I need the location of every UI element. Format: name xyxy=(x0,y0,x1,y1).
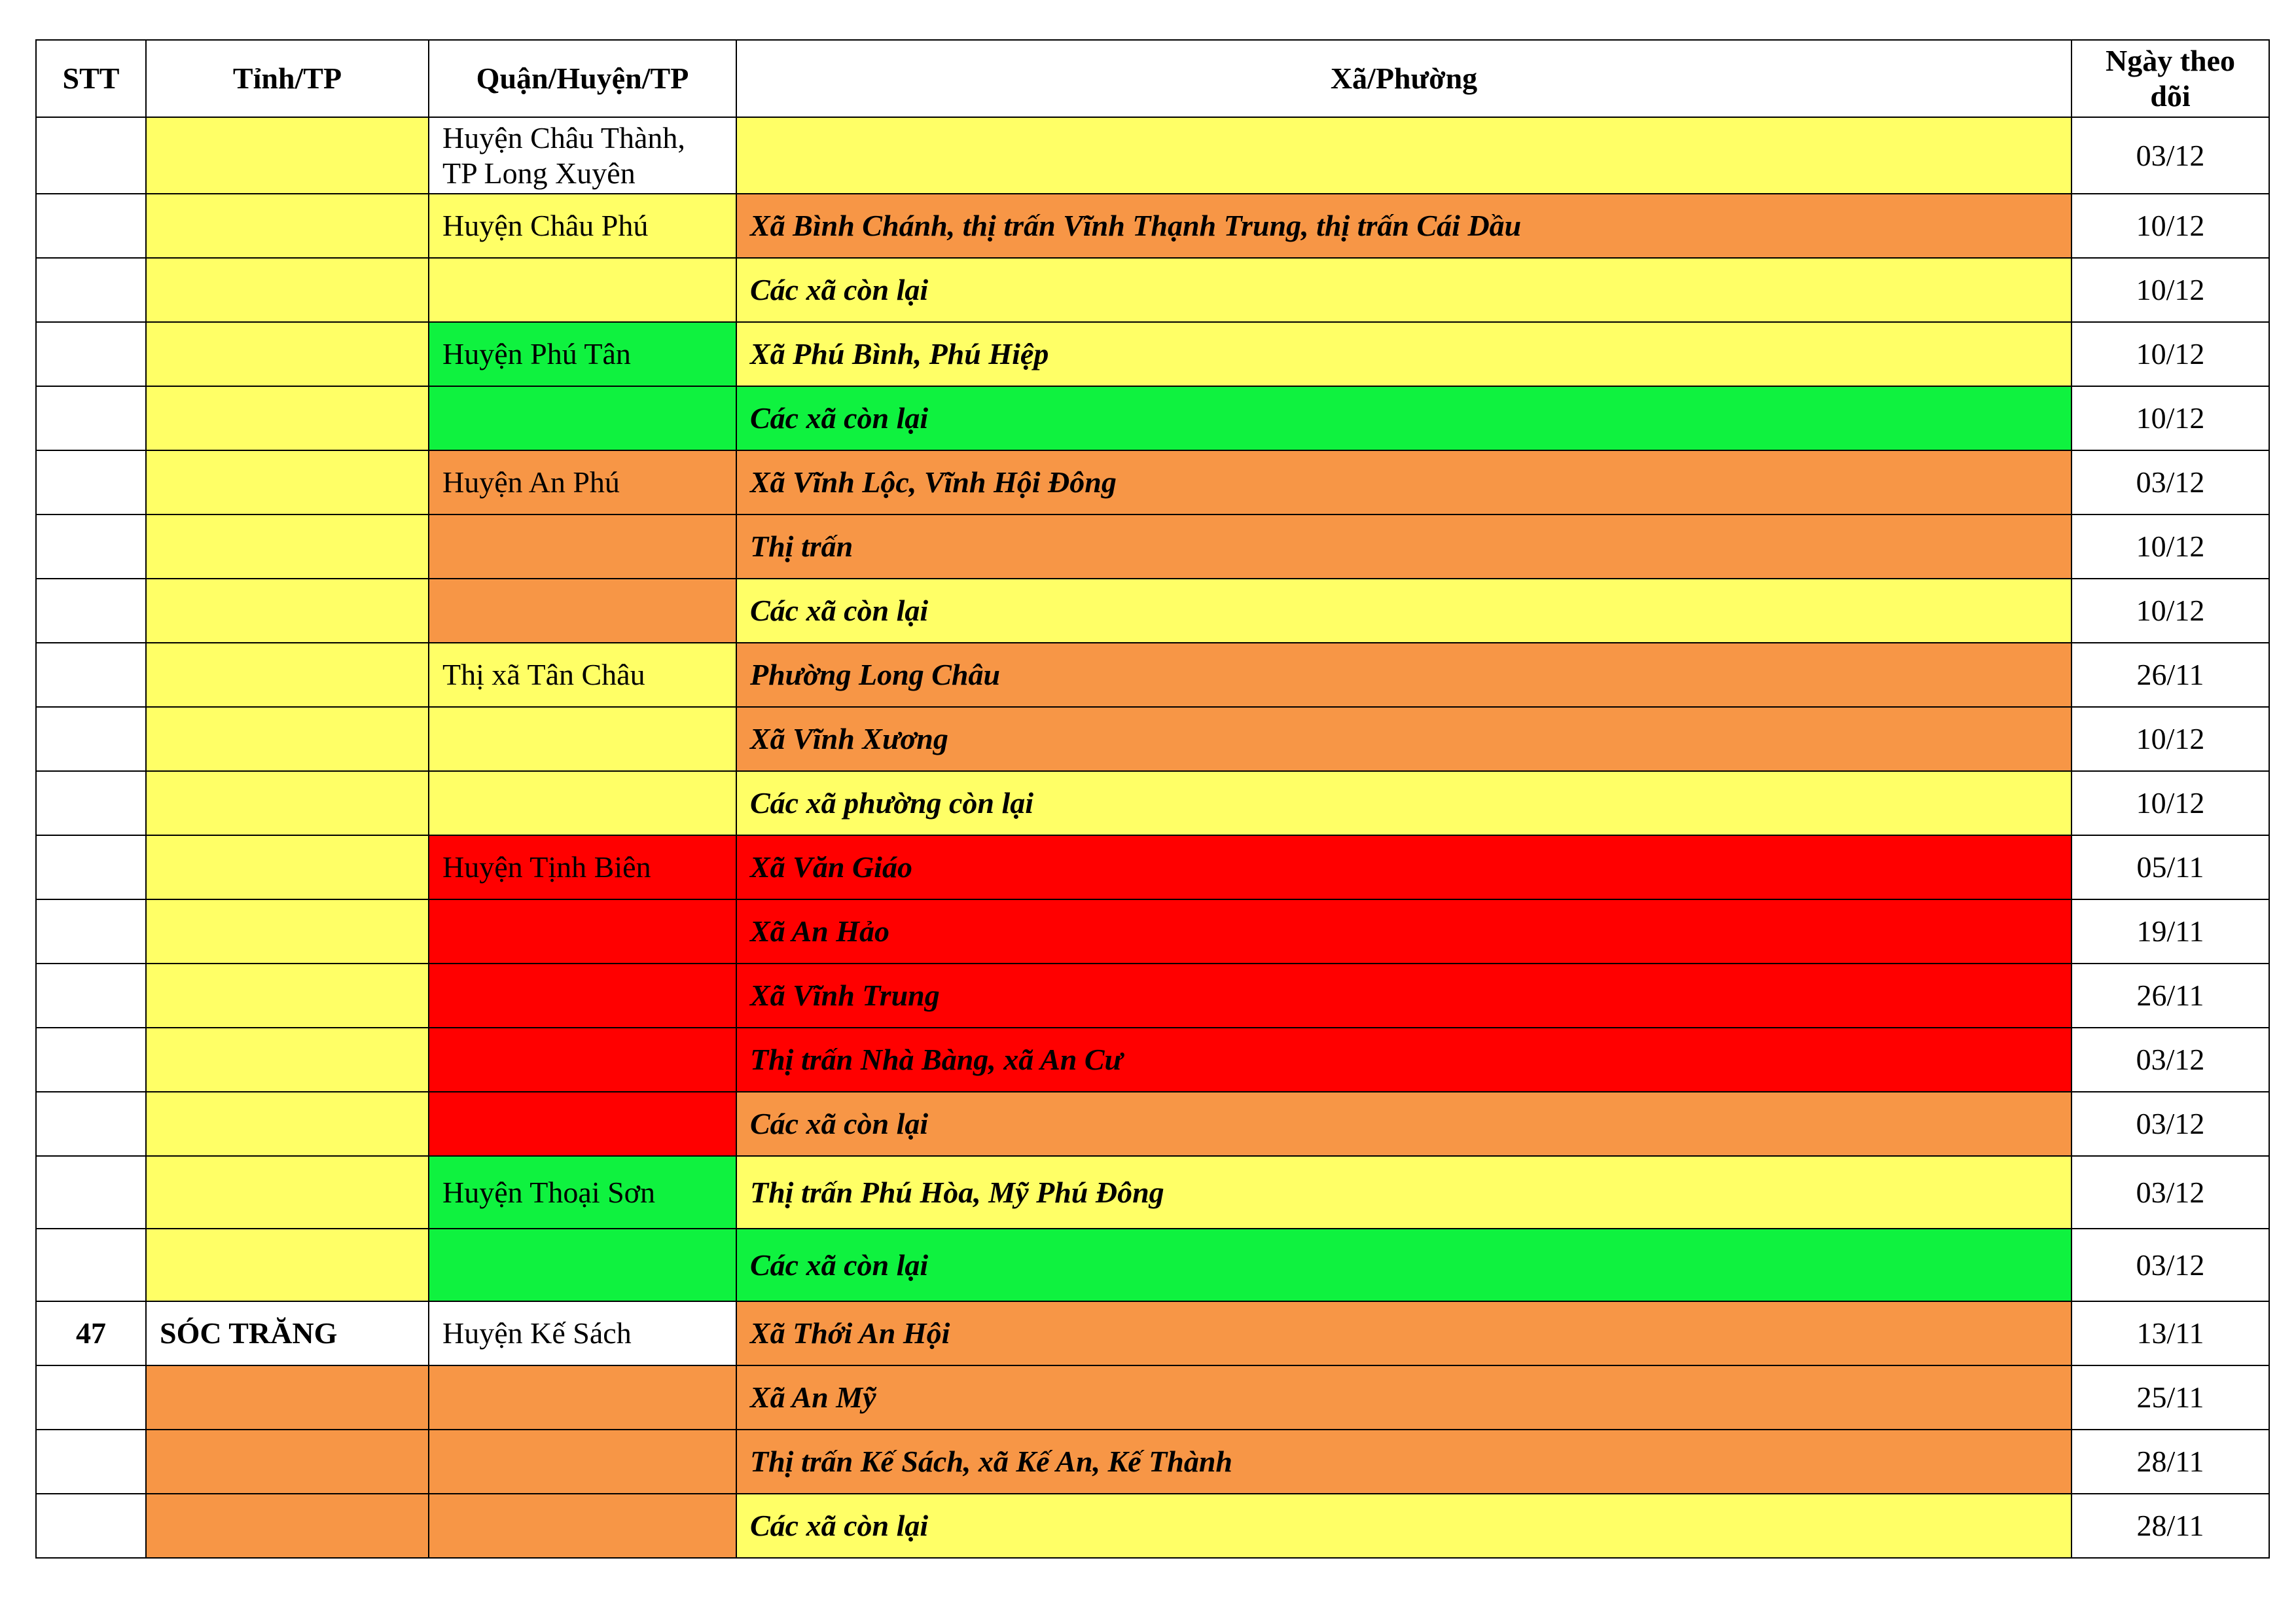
cell-stt xyxy=(36,1365,146,1430)
cell-province xyxy=(146,1229,429,1301)
cell-province xyxy=(146,1365,429,1430)
cell-stt: 47 xyxy=(36,1301,146,1365)
cell-province xyxy=(146,1028,429,1092)
cell-date: 28/11 xyxy=(2072,1430,2269,1494)
cell-stt xyxy=(36,964,146,1028)
cell-province xyxy=(146,643,429,707)
cell-stt xyxy=(36,1229,146,1301)
cell-ward: Các xã còn lại xyxy=(736,579,2072,643)
cell-district: Thị xã Tân Châu xyxy=(429,643,736,707)
header-row xyxy=(36,40,2269,117)
cell-date: 25/11 xyxy=(2072,1365,2269,1430)
cell-province xyxy=(146,386,429,450)
cell-date: 03/12 xyxy=(2072,1028,2269,1092)
cell-ward: Xã Văn Giáo xyxy=(736,835,2072,899)
table-body xyxy=(36,117,2269,1558)
cell-date: 10/12 xyxy=(2072,514,2269,579)
cell-district xyxy=(429,964,736,1028)
cell-ward: Các xã còn lại xyxy=(736,1229,2072,1301)
cell-stt xyxy=(36,835,146,899)
cell-district: Huyện An Phú xyxy=(429,450,736,514)
header-ward: Xã/Phường xyxy=(736,40,2072,117)
cell-date: 03/12 xyxy=(2072,1229,2269,1301)
cell-ward: Phường Long Châu xyxy=(736,643,2072,707)
cell-province xyxy=(146,194,429,258)
cell-district: Huyện Châu Thành, TP Long Xuyên xyxy=(429,117,736,194)
header-district: Quận/Huyện/TP xyxy=(429,40,736,117)
cell-province xyxy=(146,258,429,322)
cell-date: 26/11 xyxy=(2072,964,2269,1028)
cell-stt xyxy=(36,707,146,771)
table-row xyxy=(36,899,2269,964)
cell-district xyxy=(429,1365,736,1430)
table-row xyxy=(36,707,2269,771)
cell-ward: Xã Vĩnh Lộc, Vĩnh Hội Đông xyxy=(736,450,2072,514)
cell-stt xyxy=(36,258,146,322)
cell-ward: Xã Thới An Hội xyxy=(736,1301,2072,1365)
cell-district: Huyện Châu Phú xyxy=(429,194,736,258)
cell-province xyxy=(146,1156,429,1229)
cell-ward: Các xã còn lại xyxy=(736,386,2072,450)
cell-date: 05/11 xyxy=(2072,835,2269,899)
cell-district: Huyện Tịnh Biên xyxy=(429,835,736,899)
table-row xyxy=(36,1301,2269,1365)
cell-ward: Xã An Mỹ xyxy=(736,1365,2072,1430)
cell-province xyxy=(146,964,429,1028)
cell-ward: Các xã còn lại xyxy=(736,1092,2072,1156)
cell-date: 19/11 xyxy=(2072,899,2269,964)
cell-ward: Xã Vĩnh Trung xyxy=(736,964,2072,1028)
cell-ward: Các xã còn lại xyxy=(736,258,2072,322)
table-row xyxy=(36,771,2269,835)
cell-province xyxy=(146,450,429,514)
cell-ward: Thị trấn xyxy=(736,514,2072,579)
table-row xyxy=(36,1229,2269,1301)
header-province: Tỉnh/TP xyxy=(146,40,429,117)
cell-date: 03/12 xyxy=(2072,450,2269,514)
cell-ward xyxy=(736,117,2072,194)
cell-stt xyxy=(36,1494,146,1558)
cell-ward: Xã Phú Bình, Phú Hiệp xyxy=(736,322,2072,386)
table-row xyxy=(36,514,2269,579)
cell-district xyxy=(429,514,736,579)
cell-ward: Xã Bình Chánh, thị trấn Vĩnh Thạnh Trung, thị trấn Cái Dầu xyxy=(736,194,2072,258)
table-row xyxy=(36,386,2269,450)
cell-province xyxy=(146,835,429,899)
cell-stt xyxy=(36,450,146,514)
cell-date: 10/12 xyxy=(2072,579,2269,643)
cell-stt xyxy=(36,322,146,386)
table-row xyxy=(36,1092,2269,1156)
header-date: Ngày theo dõi xyxy=(2072,40,2269,117)
header-stt: STT xyxy=(36,40,146,117)
table-row xyxy=(36,1365,2269,1430)
cell-district xyxy=(429,1229,736,1301)
cell-district xyxy=(429,899,736,964)
cell-district: Huyện Kế Sách xyxy=(429,1301,736,1365)
cell-stt xyxy=(36,1156,146,1229)
cell-stt xyxy=(36,514,146,579)
cell-province xyxy=(146,322,429,386)
cell-date: 10/12 xyxy=(2072,194,2269,258)
cell-stt xyxy=(36,771,146,835)
cell-stt xyxy=(36,899,146,964)
cell-province xyxy=(146,707,429,771)
table-row xyxy=(36,579,2269,643)
cell-date: 10/12 xyxy=(2072,707,2269,771)
cell-stt xyxy=(36,1092,146,1156)
cell-district xyxy=(429,1092,736,1156)
cell-province xyxy=(146,1092,429,1156)
cell-ward: Các xã còn lại xyxy=(736,1494,2072,1558)
cell-date: 10/12 xyxy=(2072,258,2269,322)
cell-date: 26/11 xyxy=(2072,643,2269,707)
cell-date: 10/12 xyxy=(2072,322,2269,386)
cell-province xyxy=(146,1494,429,1558)
cell-ward: Thị trấn Phú Hòa, Mỹ Phú Đông xyxy=(736,1156,2072,1229)
table-row xyxy=(36,964,2269,1028)
cell-province xyxy=(146,117,429,194)
cell-district xyxy=(429,771,736,835)
table-row xyxy=(36,1494,2269,1558)
cell-district xyxy=(429,386,736,450)
table-row xyxy=(36,117,2269,194)
cell-stt xyxy=(36,579,146,643)
monitoring-table xyxy=(35,39,2270,1559)
table-row xyxy=(36,1430,2269,1494)
cell-stt xyxy=(36,643,146,707)
cell-province: SÓC TRĂNG xyxy=(146,1301,429,1365)
cell-date: 10/12 xyxy=(2072,771,2269,835)
cell-date: 28/11 xyxy=(2072,1494,2269,1558)
cell-stt xyxy=(36,1430,146,1494)
cell-date: 10/12 xyxy=(2072,386,2269,450)
cell-district xyxy=(429,1494,736,1558)
cell-province xyxy=(146,1430,429,1494)
cell-province xyxy=(146,579,429,643)
table-row xyxy=(36,1028,2269,1092)
cell-district xyxy=(429,579,736,643)
cell-province xyxy=(146,899,429,964)
cell-district xyxy=(429,1430,736,1494)
cell-ward: Xã Vĩnh Xương xyxy=(736,707,2072,771)
cell-date: 13/11 xyxy=(2072,1301,2269,1365)
cell-stt xyxy=(36,1028,146,1092)
table-row xyxy=(36,258,2269,322)
cell-stt xyxy=(36,117,146,194)
cell-district: Huyện Thoại Sơn xyxy=(429,1156,736,1229)
cell-province xyxy=(146,514,429,579)
cell-date: 03/12 xyxy=(2072,1092,2269,1156)
cell-district xyxy=(429,707,736,771)
table-row xyxy=(36,322,2269,386)
table-row xyxy=(36,194,2269,258)
cell-ward: Các xã phường còn lại xyxy=(736,771,2072,835)
table-row xyxy=(36,835,2269,899)
cell-stt xyxy=(36,386,146,450)
cell-ward: Xã An Hảo xyxy=(736,899,2072,964)
cell-district xyxy=(429,258,736,322)
table-row xyxy=(36,643,2269,707)
cell-province xyxy=(146,771,429,835)
cell-district xyxy=(429,1028,736,1092)
cell-ward: Thị trấn Kế Sách, xã Kế An, Kế Thành xyxy=(736,1430,2072,1494)
table-row xyxy=(36,1156,2269,1229)
cell-ward: Thị trấn Nhà Bàng, xã An Cư xyxy=(736,1028,2072,1092)
cell-date: 03/12 xyxy=(2072,117,2269,194)
cell-district: Huyện Phú Tân xyxy=(429,322,736,386)
cell-stt xyxy=(36,194,146,258)
cell-date: 03/12 xyxy=(2072,1156,2269,1229)
table-row xyxy=(36,450,2269,514)
